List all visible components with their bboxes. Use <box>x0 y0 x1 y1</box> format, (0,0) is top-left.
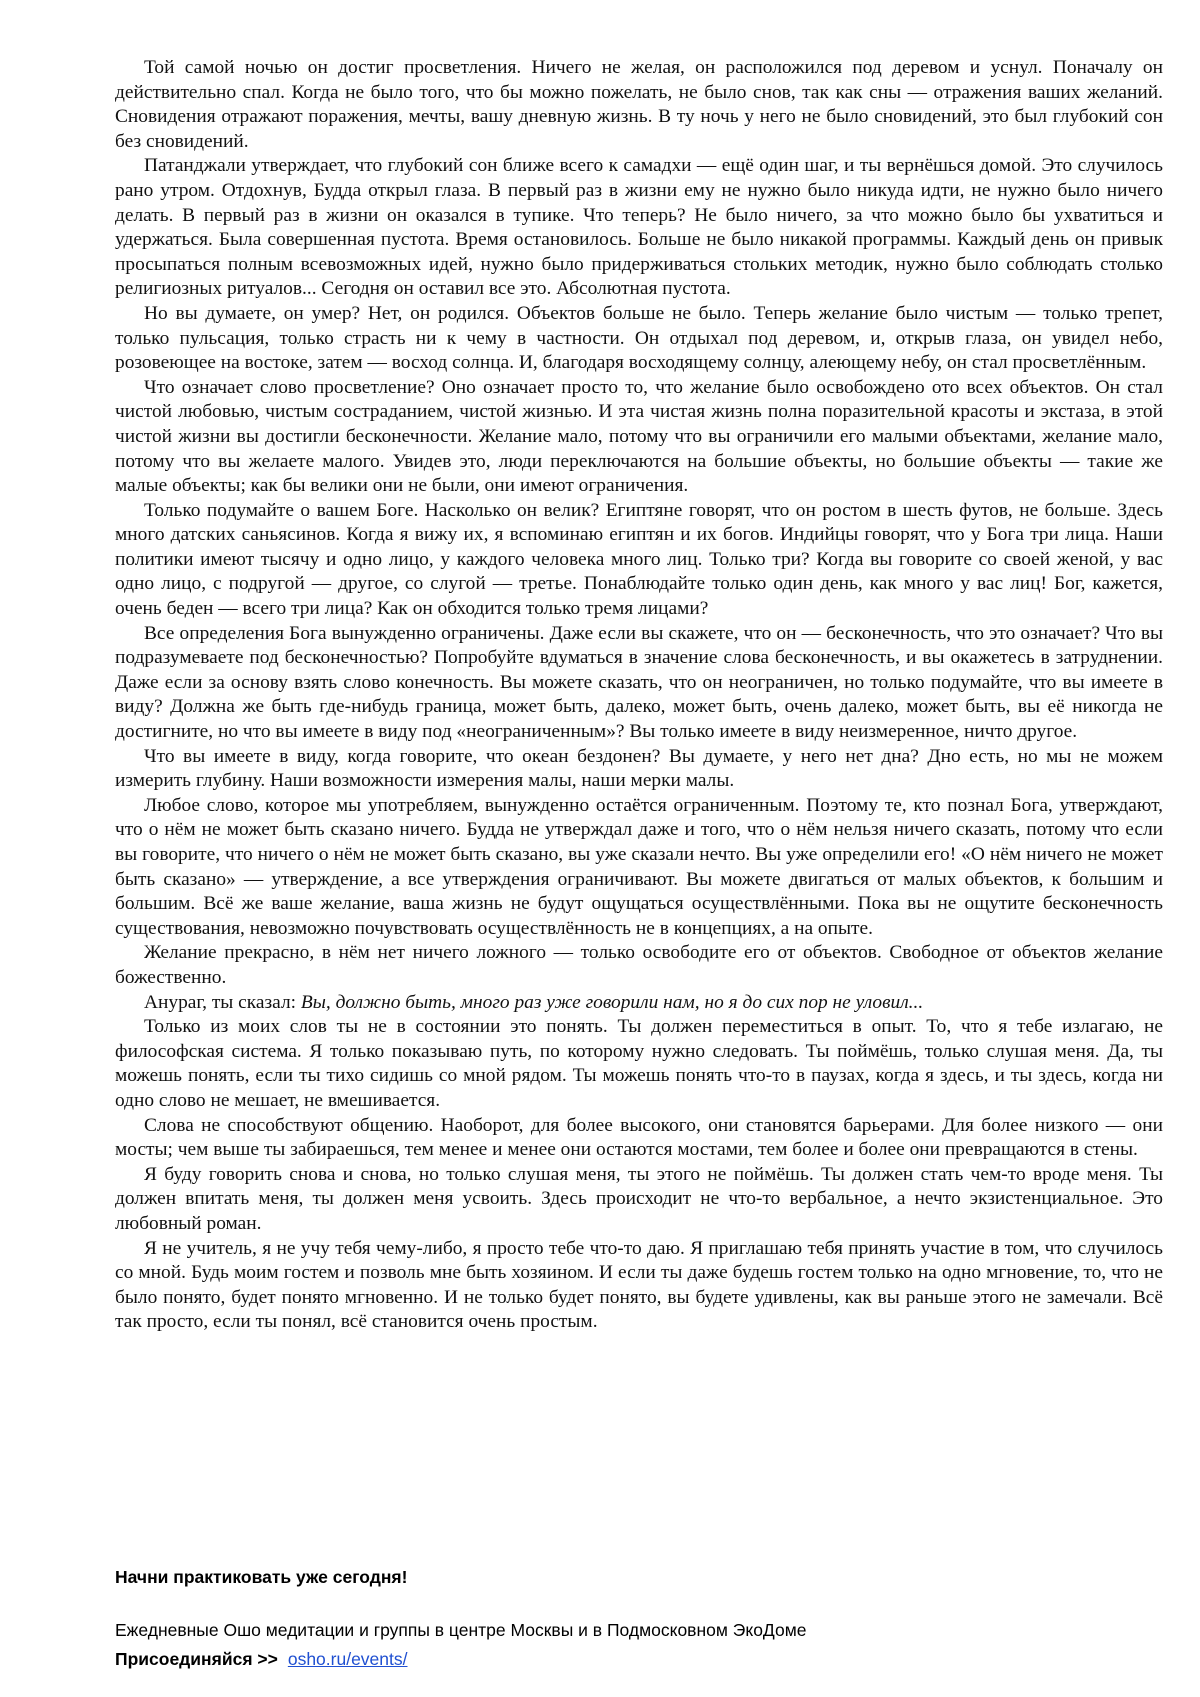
paragraph: Той самой ночью он достиг просветления. Ничего не желая, он расположился под деревом и уснул. Поначалу он действительно спал. Когда не было того, что бы можно пожелать, не было снов, так как сны — отражения ваших желаний. Сновидения отражают поражения, мечты, вашу дневную жизнь. В ту ночь у него не было сновидений, это был глубокий сон без сновидений. <box>115 57 1163 152</box>
article-body <box>115 56 1163 1335</box>
paragraph: Что означает слово просветление? Оно означает просто то, что желание было освобождено ото всех объектов. Он стал чистой любовью, чистым состраданием, чистой жизнью. И эта чистая жизнь полна поразительной красоты и экстаза, в этой чистой жизни вы достигли бесконечности. Желание мало, потому что вы ограничили его малыми объектами, желание мало, потому что вы желаете малого. Увидев это, люди переключаются на большие объекты, но большие объекты — такие же малые объекты; как бы велики они не были, они имеют ограничения. <box>115 376 1163 497</box>
paragraph: Желание прекрасно, в нём нет ничего ложного — только освободите его от объектов. Свободное от объектов желание божественно. <box>115 942 1163 988</box>
paragraph: Любое слово, которое мы употребляем, вынужденно остаётся ограниченным. Поэтому те, кто познал Бога, утверждают, что о нём не может быть сказано ничего. Будда не утверждал даже и того, что о нём нельзя ничего сказать, потому что если вы говорите, что ничего о нём не может быть сказано, вы уже сказали нечто. Вы уже определили его! «О нём ничего не может быть сказано» — утверждение, а все утверждения ограничивают. Вы можете двигаться от малых объектов, к большим и большим. Всё же ваше желание, ваша жизнь не будут ощущаться осуществлёнными. Пока вы не ощутите бесконечность существования, невозможно почувствовать осуществлённость не в концепциях, а на опыте. <box>115 794 1163 939</box>
paragraph: Но вы думаете, он умер? Нет, он родился. Объектов больше не было. Теперь желание было чистым — только трепет, только пульсация, только страсть ни к чему в частности. Он отдыхал под деревом, и, открыв глаза, он увидел небо, розовеющее на востоке, затем — восход солнца. И, благодаря восходящему солнцу, алеющему небу, он стал просветлённым. <box>115 302 1163 374</box>
anurag-paragraph <box>115 991 1163 1016</box>
paragraph: Только из моих слов ты не в состоянии это понять. Ты должен переместиться в опыт. То, что я тебе излагаю, не философская система. Я только показываю путь, по которому нужно следовать. Ты поймёшь, только слушая меня. Да, ты можешь понять, если ты тихо сидишь со мной рядом. Ты можешь понять что-то в паузах, когда я здесь, и ты здесь, когда ни одно слово не мешает, не вмешивается. <box>115 1016 1163 1111</box>
events-link[interactable]: osho.ru/events/ <box>287 1649 408 1669</box>
paragraph: Что вы имеете в виду, когда говорите, что океан бездонен? Вы думаете, у него нет дна? Дно есть, но мы не можем измерить глубину. Наши возможности измерения малы, наши мерки малы. <box>115 745 1163 792</box>
paragraph: Только подумайте о вашем Боге. Насколько он велик? Египтяне говорят, что он ростом в шесть футов, не больше. Здесь много датских саньясинов. Когда я вижу их, я вспоминаю египтян и их богов. Индийцы говорят, что у Бога три лица. Наши политики имеют тысячу и одно лицо, у каждого человека много лиц. Только три? Когда вы говорите со своей женой, у вас одно лицо, с подругой — другое, со слугой — третье. Понаблюдайте только один день, как много у вас лиц! Бог, кажется, очень беден — всего три лица? Как он обходится только тремя лицами? <box>115 499 1163 620</box>
paragraph: Я не учитель, я не учу тебя чему-либо, я просто тебе что-то даю. Я приглашаю тебя принять участие в том, что случилось со мной. Будь моим гостем и позволь мне быть хозяином. И если ты даже будешь гостем только на одно мгновение, то, что не было понято, будет понято мгновенно. И не только будет понято, вы будете удивлены, как вы раньше этого не замечали. Всё так просто, если ты понял, всё становится очень простым. <box>115 1237 1163 1333</box>
paragraph: Слова не способствуют общению. Наоборот, для более высокого, они становятся барьерами. Для более низкого — они мосты; чем выше ты забираешься, тем менее и менее они остаются мостами, тем более и более они превращаются в стены. <box>115 1114 1163 1161</box>
join-label: Присоединяйся >> <box>115 1649 278 1669</box>
cta-heading: Начни практиковать уже сегодня! <box>115 1567 408 1587</box>
anurag-quote: Вы, должно быть, много раз уже говорили нам, но я до сих пор не уловил... <box>300 991 924 1013</box>
document-page <box>115 56 1163 1669</box>
paragraph: Я буду говорить снова и снова, но только слушая меня, ты этого не поймёшь. Ты должен стать чем-то вроде меня. Ты должен впитать меня, ты должен меня усвоить. Здесь происходит не что-то вербальное, а нечто экзистенциальное. Это любовный роман. <box>115 1163 1163 1234</box>
paragraph: Патанджали утверждает, что глубокий сон ближе всего к самадхи — ещё один шаг, и ты вернёшься домой. Это случилось рано утром. Отдохнув, Будда открыл глаза. В первый раз в жизни ему не нужно было никуда идти, не нужно было ничего делать. В первый раз в жизни он оказался в тупике. Что теперь? Не было ничего, за что можно было бы ухватиться и удержаться. Была совершенная пустота. Время остановилось. Больше не было никакой программы. Каждый день он привык просыпаться полным всевозможных идей, нужно было придерживаться стольких методик, нужно было соблюдать столько религиозных ритуалов... Сегодня он оставил все это. Абсолютная пустота. <box>115 155 1163 300</box>
events-description: Ежедневные Ошо медитации и группы в центре Москвы и в Подмосковном ЭкоДоме <box>115 1620 807 1640</box>
join-line <box>115 1647 408 1671</box>
anurag-prefix: Анураг, ты сказал: <box>144 991 301 1013</box>
paragraph: Все определения Бога вынужденно ограничены. Даже если вы скажете, что он — бесконечность, что это означает? Что вы подразумеваете под бесконечностью? Попробуйте вдуматься в значение слова бесконечность, и вы окажетесь в затруднении. Даже если за основу взять слово конечность. Вы можете сказать, что он неограничен, но только подумайте, что вы имеете в виду? Должна же быть где-нибудь граница, может быть, далеко, может быть, очень далеко, может быть, вы её никогда не достигните, но что вы имеете в виду под «неограниченным»? Вы только имеете в виду неизмеренное, ничто другое. <box>115 622 1163 743</box>
